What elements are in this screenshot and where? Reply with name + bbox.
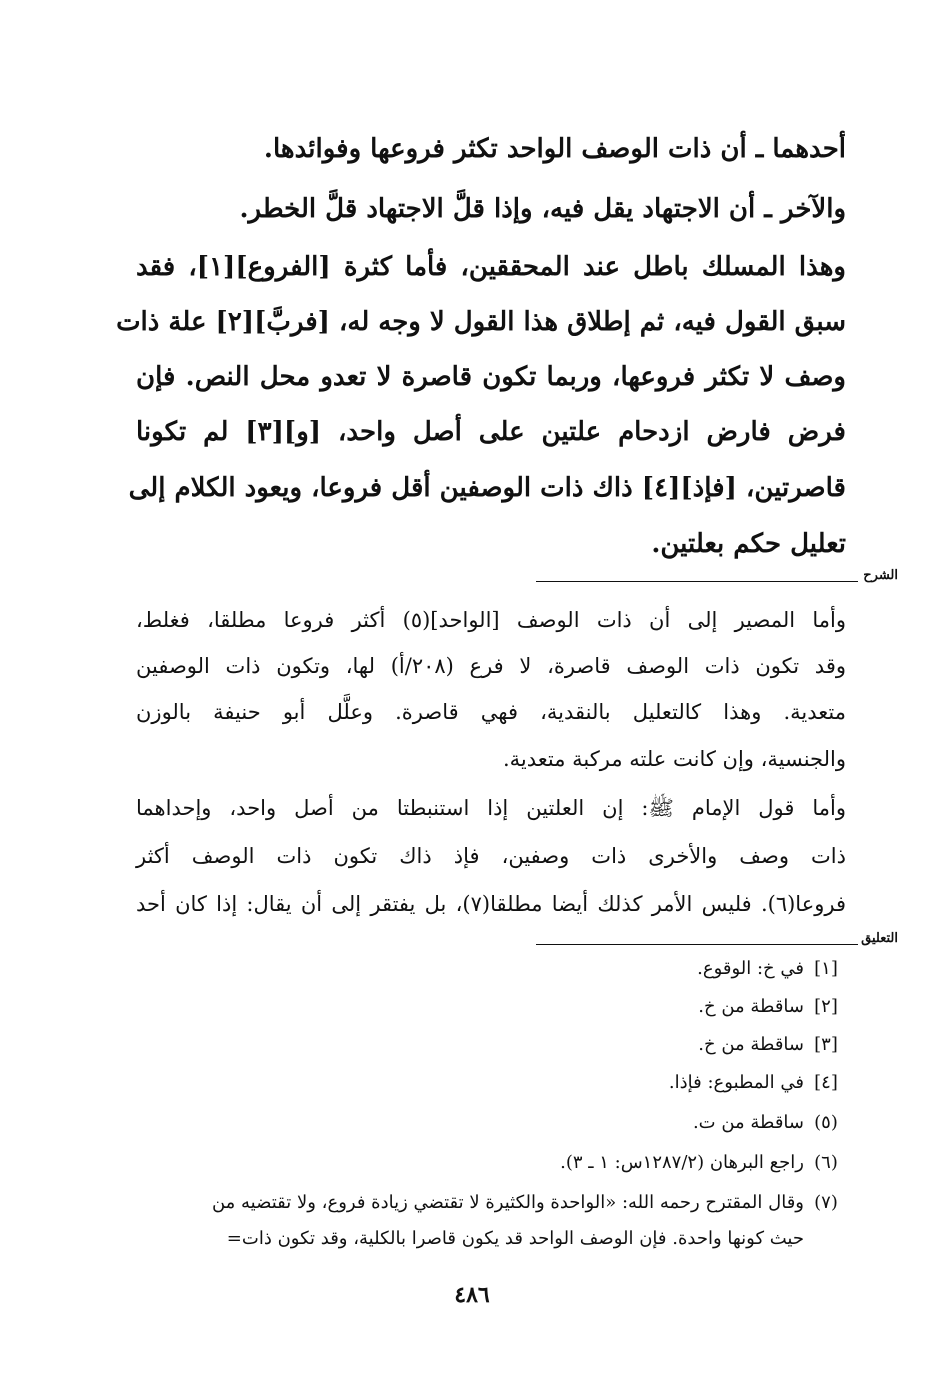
main-text-line: وصف لا تكثر فروعها، وربما تكون قاصرة لا تعدو محل النص. فإن [136, 362, 846, 392]
footnote-number: [٤] [814, 1072, 838, 1093]
main-text-line: قاصرتين، [فإذ][٤] ذاك ذات الوصفين أقل فروعا، ويعود الكلام إلى [128, 473, 846, 503]
main-text-line: فرض فارض ازدحام علتين على أصل واحد، [و][٣] لم تكونا [136, 417, 846, 447]
page-number: ٤٨٦ [454, 1282, 490, 1308]
footnote-continuation: حيث كونها واحدة. فإن الوصف الواحد قد يكون قاصرا بالكلية، وقد تكون ذات= [226, 1228, 804, 1249]
footnote-text: ساقطة من خ. [698, 1034, 804, 1055]
main-text-line: تعليل حكم بعلتين. [651, 529, 846, 559]
footnote [138, 1144, 848, 1182]
footnote [138, 1104, 848, 1142]
main-text-line: والآخر ـ أن الاجتهاد يقل فيه، وإذا قلَّ الاجتهاد قلَّ الخطر. [239, 194, 846, 224]
sharh-text-line: وأما المصير إلى أن ذات الوصف [الواحد](٥) أكثر فروعا مطلقا، فغلط، [136, 608, 847, 632]
main-text-line: وهذا المسلك باطل عند المحققين، فأما كثرة [الفروع][١]، فقد [136, 252, 846, 282]
footnote-text: ساقطة من ت. [692, 1112, 804, 1133]
footnote-text: في خ: الوقوع. [697, 958, 804, 979]
footnote [138, 1026, 848, 1064]
footnote-number: (٦) [814, 1152, 838, 1173]
sharh-text-line: وقد تكون ذات الوصف قاصرة، لا فرع (٢٠٨/أ) لها، وتكون ذات الوصفين [136, 654, 846, 678]
taliq-divider [536, 944, 858, 945]
footnote [138, 988, 848, 1026]
footnote [138, 1064, 848, 1102]
footnote-number: [٢] [814, 996, 838, 1017]
footnote-text: وقال المقترح رحمه الله: «الواحدة والكثيرة لا تقتضي زيادة فروع، ولا تقتضيه من [211, 1192, 804, 1213]
footnote-text: ساقطة من خ. [698, 996, 804, 1017]
footnote [138, 950, 848, 988]
main-text-line: أحدهما ـ أن ذات الوصف الواحد تكثر فروعها وفوائدها. [263, 134, 846, 164]
sharh-text-line: وأما قول الإمام ﷺ: إن العلتين إذا استنبطتا من أصل واحد، وإحداهما [136, 796, 846, 820]
sharh-text-line: ذات وصف والأخرى ذات وصفين، فإذ ذاك تكون ذات الوصف أكثر [136, 844, 846, 868]
sharh-text-line: والجنسية، وإن كانت علته مركبة متعدية. [502, 747, 846, 771]
footnote-text: راجع البرهان (١٢٨٧/٢س: ١ ـ ٣). [560, 1152, 804, 1173]
footnote-number: (٧) [814, 1192, 838, 1213]
taliq-label: التعليق [861, 931, 898, 946]
sharh-label: الشرح [863, 568, 898, 583]
sharh-text-line: فروعا(٦). فليس الأمر كذلك أيضا مطلقا(٧)، بل يفتقر إلى أن يقال: إذا كان أحد [136, 892, 846, 916]
sharh-divider [536, 581, 858, 582]
main-text-line: سبق القول فيه، ثم إطلاق هذا القول لا وجه له، [فربَّ][٢] علة ذات [116, 307, 846, 337]
footnote-number: [٣] [814, 1034, 838, 1055]
footnote [138, 1184, 848, 1222]
footnote-text: في المطبوع: فإذا. [668, 1072, 804, 1093]
footnote-number: [١] [814, 958, 838, 979]
footnote-number: (٥) [814, 1112, 838, 1133]
sharh-text-line: متعدية. وهذا كالتعليل بالنقدية، فهي قاصرة. وعلَّل أبو حنيفة بالوزن [136, 700, 846, 724]
